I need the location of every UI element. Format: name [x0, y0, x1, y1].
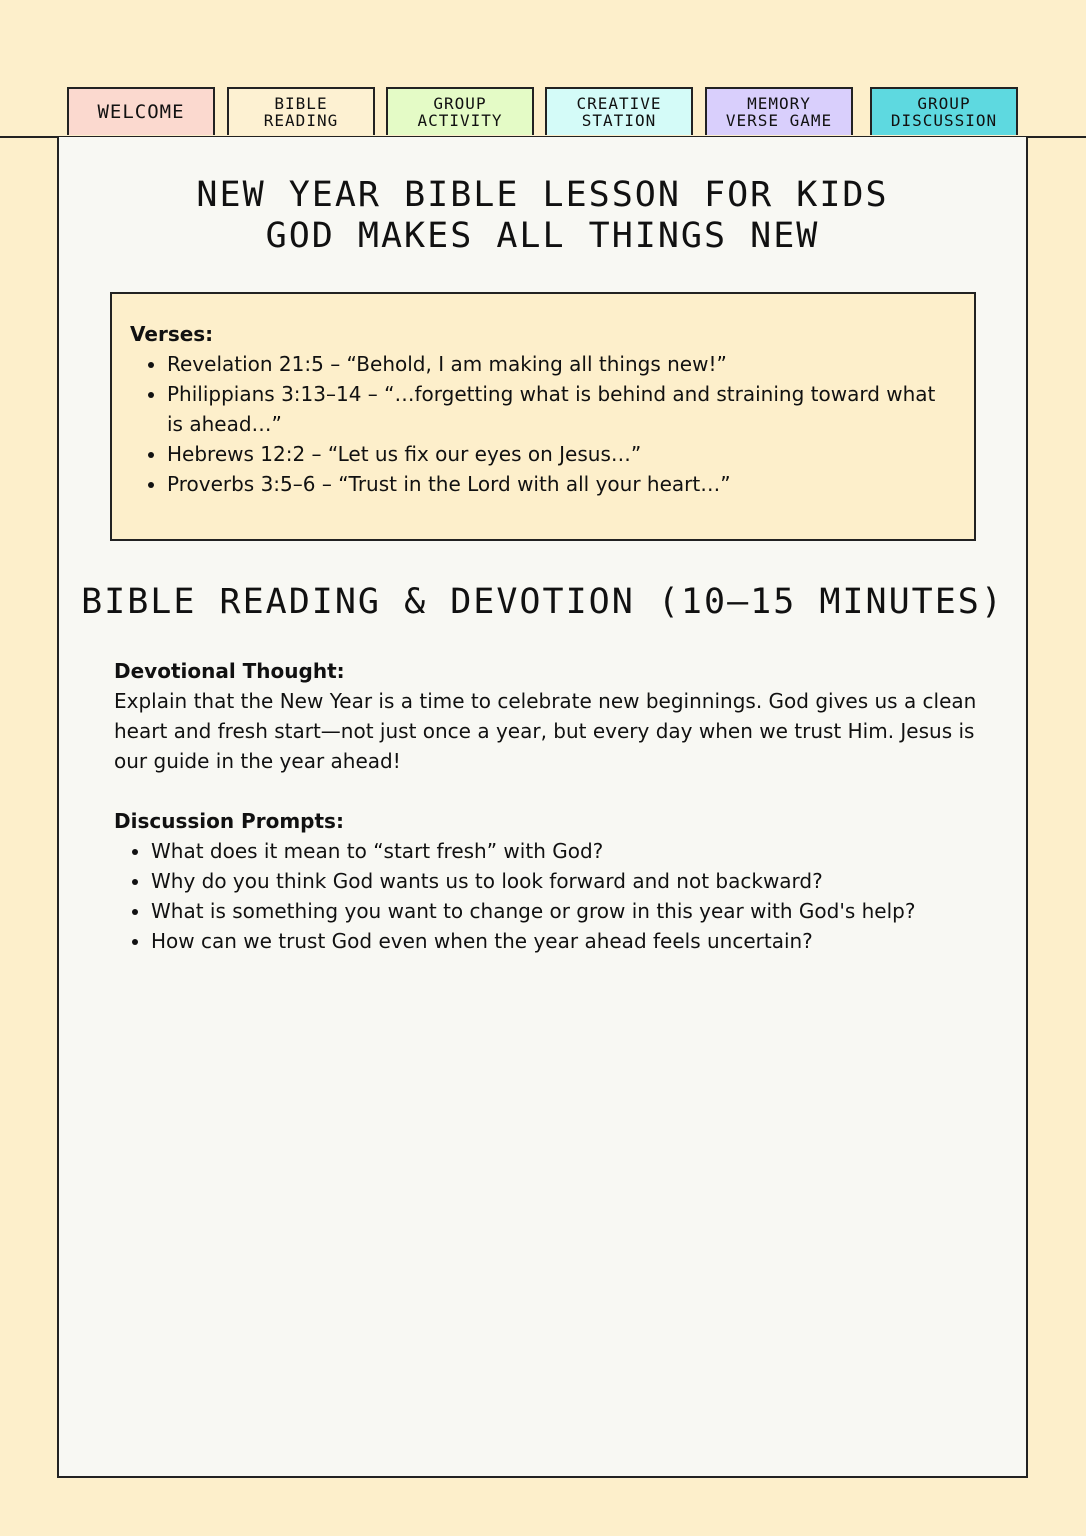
verse-item: • Revelation 21:5 – “Behold, I am making all things new!”: [167, 349, 956, 379]
prompt-item: • What does it mean to “start fresh” with God?: [151, 836, 994, 866]
prompt-item: • Why do you think God wants us to look forward and not backward?: [151, 866, 994, 896]
tab-bible-reading[interactable]: BIBLE READING: [227, 87, 375, 135]
prompt-item: • What is something you want to change or grow in this year with God's help?: [151, 896, 994, 926]
verses-box: [110, 292, 976, 541]
tab-group-discussion[interactable]: GROUP DISCUSSION: [870, 87, 1018, 135]
verse-item: • Philippians 3:13–14 – “…forgetting what is behind and straining toward what is ahead…”: [167, 379, 956, 439]
devotional-label: Devotional Thought:: [114, 659, 345, 683]
page-title: [59, 175, 1026, 257]
prompts-label: Discussion Prompts:: [114, 809, 344, 833]
verse-item: • Hebrews 12:2 – “Let us fix our eyes on Jesus…”: [167, 439, 956, 469]
prompt-item: • How can we trust God even when the year ahead feels uncertain?: [151, 926, 994, 956]
devotion-section: [114, 656, 994, 956]
tab-group-activity[interactable]: GROUP ACTIVITY: [386, 87, 534, 135]
verse-item: • Proverbs 3:5–6 – “Trust in the Lord with all your heart…”: [167, 469, 956, 499]
prompts-list: [114, 836, 994, 956]
title-line-1: NEW YEAR BIBLE LESSON FOR KIDS: [196, 175, 889, 215]
tab-memory-verse-game[interactable]: MEMORY VERSE GAME: [705, 87, 853, 135]
verses-label: Verses:: [130, 322, 214, 346]
devotional-text: Explain that the New Year is a time to celebrate new beginnings. God gives us a clean heart and fresh start—not just once a year, but every day when we trust Him. Jesus is our guide in the year ahead!: [114, 689, 977, 773]
tab-creative-station[interactable]: CREATIVE STATION: [545, 87, 693, 135]
section-heading: BIBLE READING & DEVOTION (10–15 MINUTES): [81, 582, 1004, 622]
title-line-2: GOD MAKES ALL THINGS NEW: [265, 216, 820, 256]
tab-welcome[interactable]: WELCOME: [67, 87, 215, 135]
verses-list: [130, 349, 956, 499]
lesson-page: [57, 137, 1028, 1478]
